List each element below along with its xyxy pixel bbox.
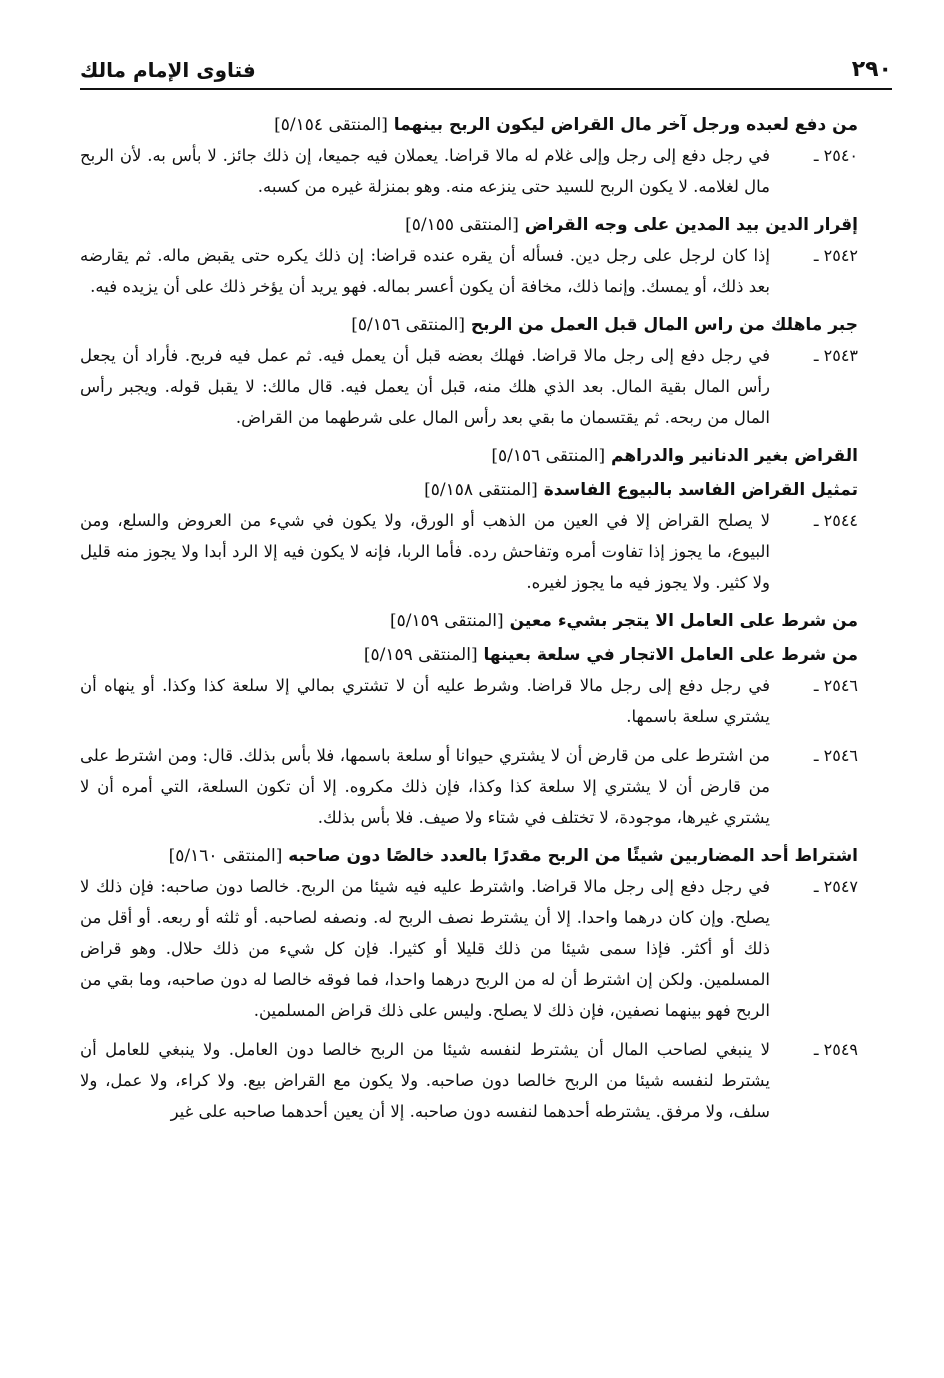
entry-text: لا ينبغي لصاحب المال أن يشترط لنفسه شيئا من الربح خالصا دون العامل. ولا ينبغي للعامل أن يشترط لنفسه شيئا من الربح خالصا دون صاحبه. ولا يكون مع القراض بيع. ولا كراء، ولا عمل، ولا سلف، ولا مرفق. يشترطه أحدهما لنفسه دون صاحبه. إلا أن يعين أحدهما صاحبه على غير [80,1040,770,1121]
heading-reference: [المنتقى ٥/١٥٦] [351,315,465,335]
section-heading [80,841,858,871]
heading-reference: [المنتقى ٥/١٥٩] [363,645,478,665]
heading-reference: [المنتقى ٥/١٥٥] [405,215,519,235]
entry-number: ٢٥٤٩ ـ [813,1040,858,1059]
entry-number: ٢٥٤٦ ـ [813,676,858,695]
heading-reference: [المنتقى ٥/١٥٨] [424,480,538,500]
heading-reference: [المنتقى ٥/١٦٠] [168,846,283,866]
heading-title: من شرط على العامل الاتجار في سلعة بعينها [483,645,858,665]
heading-reference: [المنتقى ٥/١٥٤] [274,115,388,135]
fatwa-entry [80,505,858,598]
section-heading [80,210,858,240]
entry-number: ٢٥٤٧ ـ [813,877,858,896]
heading-reference: [المنتقى ٥/١٥٩] [389,611,504,631]
section-heading [80,310,858,340]
entry-number: ٢٥٤٢ ـ [813,246,858,265]
fatwa-entry [80,340,858,433]
entry-text: من اشترط على من قارض أن لا يشتري حيوانا أو سلعة باسمها، فلا بأس بذلك. قال: ومن اشترط على من قارض أن لا يشتري إلا سلعة كذا وكذا، فإن ذلك مكروه. إلا أن تكون السلعة، التي أمره أن لا يشتري غيرها، موجودة، لا تختلف في شتاء ولا صيف. فلا بأس بذلك. [80,746,770,827]
entry-text: إذا كان لرجل على رجل دين. فسأله أن يقره عنده قراضا: إن ذلك يكره حتى يقبض ماله. ثم يقارضه بعد ذلك، أو يمسك. وإنما ذلك، مخافة أن يكون أعسر بماله. فهو يريد أن يؤخر ذلك على أن يزيده فيه. [80,246,770,296]
heading-title: تمثيل القراض الفاسد بالبيوع الفاسدة [543,480,858,500]
heading-title: القراض بغير الدنانير والدراهم [611,446,858,466]
entry-text: في رجل دفع إلى رجل مالا قراضا. فهلك بعضه قبل أن يعمل فيه. ثم عمل فيه فربح. فأراد أن يجعل رأس المال بقية المال. بعد الذي هلك منه، قبل أن يعمل فيه. قال مالك: لا يقبل قوله. ويجبر رأس المال من ربحه. ثم يقتسمان ما بقي بعد رأس المال على شرطهما من القراض. [80,346,770,427]
entry-text: في رجل دفع إلى رجل مالا قراضا. واشترط عليه فيه شيئا من الربح. خالصا دون صاحبه: فإن ذلك لا يصلح. وإن كان درهما واحدا. إلا أن يشترط نصف الربح له. ونصفه لصاحبه. أو ثلثه أو ربعه. أو أقل من ذلك أو أكثر. فإذا سمى شيئا من ذلك قليلا أو كثيرا. فإن كل شيء من ذلك حلال. وهو قراض المسلمين. ولكن إن اشترط أن له من الربح درهما واحدا، فما فوقه خالصا له دون صاحبه، وما بقي من الربح فهو بينهما نصفين، فإن ذلك لا يصلح. وليس على ذلك قراض المسلمين. [80,877,770,1020]
section-heading [80,475,858,505]
heading-title: اشتراط أحد المضاربين شيئًا من الربح مقدرًا بالعدد خالصًا دون صاحبه [288,846,858,866]
page-header [80,0,892,90]
entry-text: في رجل دفع إلى رجل مالا قراضا. وشرط عليه أن لا تشتري بمالي إلا سلعة كذا وكذا. أو ينهاه أن يشتري سلعة باسمها. [80,676,770,726]
entry-text: في رجل دفع إلى رجل وإلى غلام له مالا قراضا. يعملان فيه جميعا، إن ذلك جائز. لا بأس به. لأن الربح مال لغلامه. لا يكون الربح للسيد حتى ينزعه منه. وهو بمنزلة غيره من كسبه. [80,146,770,196]
fatwa-entry [80,1034,858,1127]
heading-reference: [المنتقى ٥/١٥٦] [491,446,606,466]
heading-title: من شرط على العامل الا يتجر بشيء معين [509,611,858,631]
entry-number: ٢٥٤٦ ـ [813,746,858,765]
running-title: فتاوى الإمام مالك [80,58,256,82]
fatwa-entry [80,871,858,1026]
heading-title: إقرار الدين بيد المدين على وجه القراض [524,215,858,235]
fatwa-entry [80,240,858,302]
entry-number: ٢٥٤٣ ـ [813,346,858,365]
entry-text: لا يصلح القراض إلا في العين من الذهب أو الورق، ولا يكون في شيء من العروض والسلع، ومن البيوع، ما يجوز إذا تفاوت أمره وتفاحش رده. فأما الربا، فإنه لا يكون فيه إلا الرد أبدا ولا يجوز منه قليل ولا كثير. ولا يجوز فيه ما يجوز لغيره. [80,511,770,592]
fatwa-entry [80,670,858,732]
page-content [80,90,858,1127]
fatwa-entry [80,740,858,833]
section-heading [80,640,858,670]
entry-number: ٢٥٤٠ ـ [813,146,858,165]
section-heading [80,606,858,636]
heading-title: من دفع لعبده ورجل آخر مال القراض ليكون الربح بينهما [393,115,858,135]
section-heading [80,110,858,140]
heading-title: جبر ماهلك من راس المال قبل العمل من الربح [470,315,858,335]
fatwa-entry [80,140,858,202]
page-number: ٢٩٠ [851,57,892,82]
entry-number: ٢٥٤٤ ـ [813,511,858,530]
section-heading [80,441,858,471]
